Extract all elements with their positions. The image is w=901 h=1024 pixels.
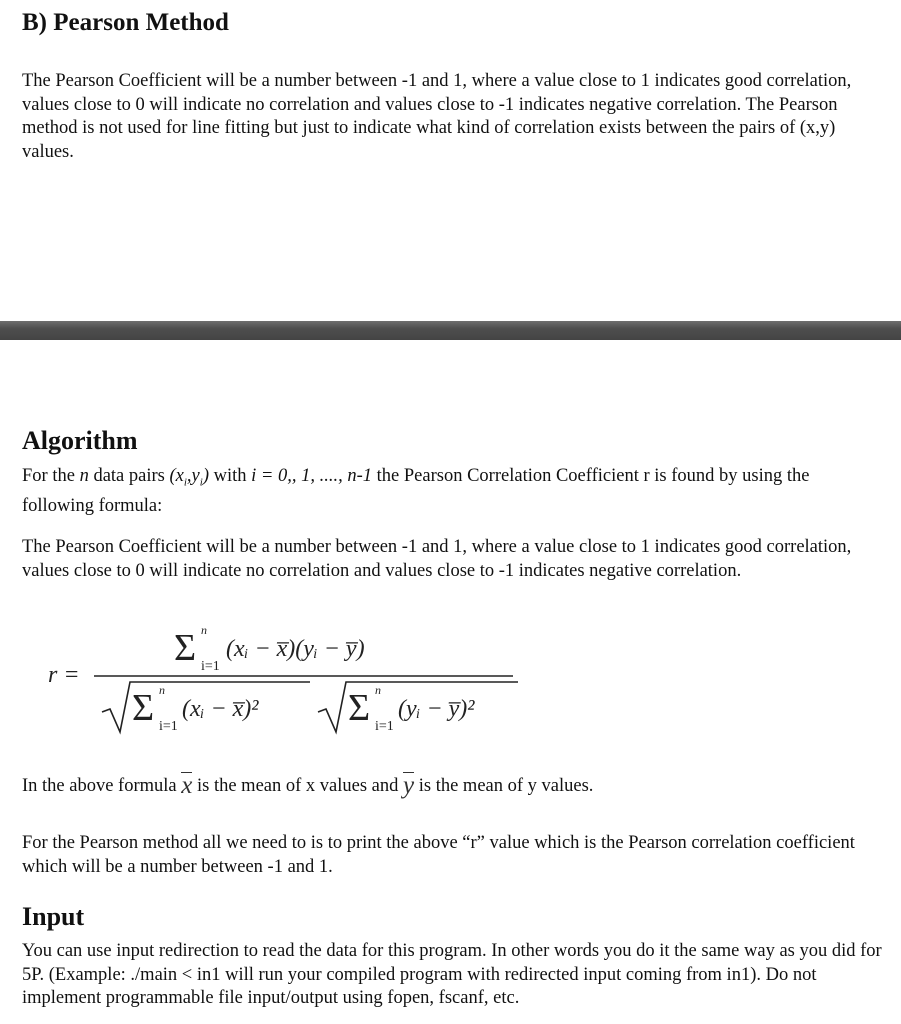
formula-numerator: (xᵢ − x̅)(yᵢ − y̅) — [226, 636, 365, 662]
intro-sub-i1: i — [183, 476, 187, 489]
section-divider — [0, 321, 901, 340]
denominator-left-sum-upper: n — [159, 683, 165, 697]
denominator-right-sum-upper: n — [375, 683, 381, 697]
formula-denominator-right: (yᵢ − y̅)² — [398, 696, 475, 722]
denominator-left-sigma: Σ — [132, 687, 155, 729]
pearson-print-paragraph: For the Pearson method all we need to is to print the above “r” value which is the Pearson correlation coefficient which will be a number between -1 and 1. — [22, 833, 855, 877]
x-bar-letter: x — [181, 772, 193, 799]
intro-prefix: For the — [22, 466, 80, 486]
intro-pairs-close: ) — [202, 466, 209, 486]
denominator-right-sum-lower: i=1 — [375, 719, 394, 734]
mean-note-middle: is the mean of x values and — [192, 776, 403, 796]
mean-note-prefix: In the above formula — [22, 776, 182, 796]
mean-note — [22, 774, 882, 799]
formula-denominator-left: (xᵢ − x̅)² — [182, 696, 259, 722]
y-bar-symbol — [403, 774, 414, 797]
intro-range: i = 0,, 1, ...., n-1 — [251, 466, 373, 486]
x-bar-overline — [181, 772, 192, 773]
intro-pairs-open: (x — [169, 466, 184, 486]
pearson-formula-svg — [48, 612, 548, 742]
input-title: Input — [22, 902, 85, 931]
numerator-sigma: Σ — [174, 627, 197, 669]
intro-mid2: with — [208, 466, 252, 486]
intro-n: n — [79, 466, 89, 486]
y-bar-letter: y — [403, 772, 415, 799]
pearson-formula — [48, 612, 548, 742]
formula-lhs: r = — [48, 662, 80, 688]
mean-note-suffix: is the mean of y values. — [414, 776, 594, 796]
intro-mid1: data pairs — [88, 466, 170, 486]
denominator-left-sum-lower: i=1 — [159, 719, 178, 734]
input-paragraph: You can use input redirection to read the data for this program. In other words you do it the same way as you did for 5P. (Example: ./main < in1 will run your compiled program with redirected input coming from in1). Do not implement programmable file input/output using fopen, fscanf, etc. — [22, 941, 882, 1008]
algorithm-intro — [22, 465, 882, 519]
denominator-right-sigma: Σ — [348, 687, 371, 729]
intro-sub-i2: i — [199, 476, 203, 489]
numerator-sum-upper: n — [201, 623, 207, 637]
section-b-paragraph: The Pearson Coefficient will be a number between -1 and 1, where a value close to 1 indicates good correlation, values close to 0 will indicate no correlation and values close to -1 indicates negative correlation. The Pearson method is not used for line fitting but just to indicate what kind of correlation exists between the pairs of (x,y) values. — [22, 71, 852, 162]
algorithm-paragraph: The Pearson Coefficient will be a number between -1 and 1, where a value close to 1 indicates good correlation, values close to 0 will indicate no correlation and values close to -1 indicates negative correlation. — [22, 537, 852, 581]
intro-pairs — [169, 466, 209, 489]
algorithm-title: Algorithm — [22, 426, 138, 455]
intro-suffix: the Pearson Correlation Coefficient r is found by using the following formula: — [22, 466, 810, 517]
intro-pairs-y: ,y — [186, 466, 200, 486]
x-bar-symbol — [181, 774, 192, 797]
numerator-sum-lower: i=1 — [201, 659, 220, 674]
section-b-title: B) Pearson Method — [22, 9, 229, 36]
y-bar-overline — [403, 772, 414, 773]
